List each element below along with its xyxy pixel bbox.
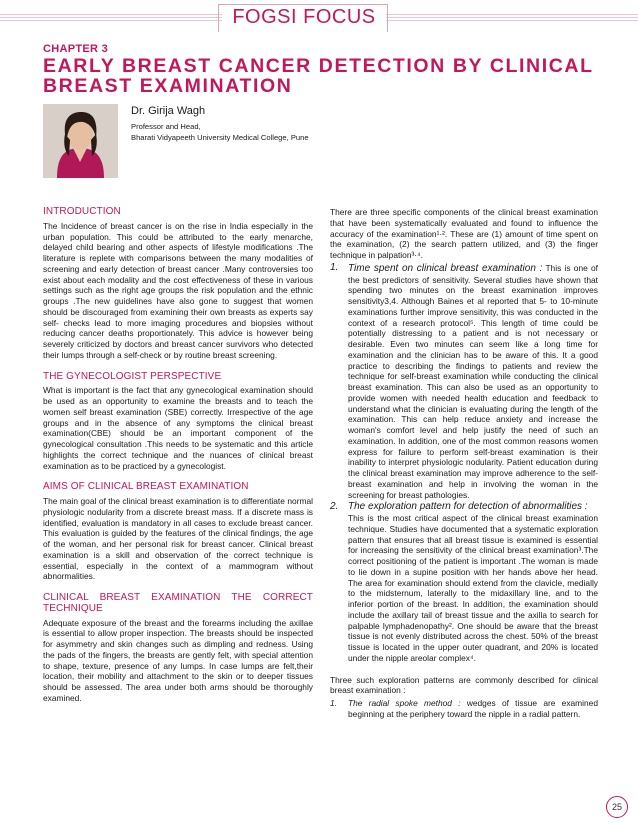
- introduction-paragraph: The Incidence of breast cancer is on the rise in India especially in the urban population. This could be attributed to the early menarche, delayed child bearing and other aspects of lifestyle modifications .The literature is replete with comparisons between the many modalities of screening and early detection of breast cancer .Many controversies too exist about each modality and the cost effectiveness of these in various settings such as the right age groups the risk population and the ethnic groups .The new guidelines have also gone to suggest that women should be discouraged from examining their own breasts as experts say self- checks lead to more imaging procedures and biopsies without reducing cancer deaths proportionately. This advice is however being severely criticized by doctors and breast cancer survivors who detected their lumps through a self-check or by routine breast screening.: [43, 220, 313, 360]
- list-item: [330, 698, 598, 720]
- author-name: Dr. Girija Wagh: [131, 105, 206, 117]
- list-item-title: Time spent on clinical breast examination :: [348, 262, 543, 274]
- list-item: [330, 263, 598, 501]
- gynecologist-perspective-heading: THE GYNECOLOGIST PERSPECTIVE: [43, 370, 222, 382]
- list-item-title: The exploration pattern for detection of abnormalities :: [348, 501, 588, 513]
- list-number: 1.: [330, 698, 337, 708]
- gynecologist-perspective-paragraph: What is important is the fact that any gynecological examination should be used as an opportunity to examine the breasts and to teach the women self breast examination (SBE) correctly. Irrespective of the age groups and in the absence of any symptoms the clinical breast examination(CBE) should be an important component of the gynecological consultation .This needs to be systematic and this article highlights the correct technique and the nuances of clinical breast examination as to be practiced by a gynecologist.: [43, 385, 313, 471]
- right-column: [330, 207, 598, 720]
- list-number: 1.: [330, 261, 339, 273]
- aims-heading: AIMS OF CLINICAL BREAST EXAMINATION: [43, 481, 249, 493]
- list-item: [330, 502, 598, 663]
- aims-paragraph: The main goal of the clinical breast examination is to differentiate normal physiologic nodularity from a discrete breast mass. If a discrete mass is identified, evaluation is mandatory in all cases to exclude breast cancer. This evaluation is guided by the features of the clinical findings, the age of the woman, and her personal risk for breast cancer. Clinical breast examination is a skill and observation of the correct technique is essential, especially in the context of a mammogram without abnormalities.: [43, 496, 313, 582]
- article-title: EARLY BREAST CANCER DETECTION BY CLINICAL BREAST EXAMINATION: [43, 55, 594, 97]
- page-number: 25: [606, 796, 628, 818]
- banner-title: FOGSI FOCUS: [222, 6, 386, 29]
- author-role-line: Professor and Head,: [131, 122, 201, 131]
- technique-heading: CLINICAL BREAST EXAMINATION THE CORRECT TECHNIQUE: [43, 592, 313, 614]
- list-number: 2.: [330, 501, 339, 513]
- chapter-label: CHAPTER 3: [43, 43, 109, 55]
- author-affiliation: [131, 121, 309, 143]
- left-column: [43, 207, 313, 715]
- patterns-paragraph: Three such exploration patterns are commonly described for clinical breast examination :: [330, 674, 598, 696]
- list-item-text: This is one of the best predictors of sensitivity. Several studies have shown that spending two minutes on the breast examination improves sensitivity3,4. Although Baines et al reported that 5- to 10-minute examinations further improve sensitivity, this was conducted in the context of a research protocol⁵. This length of time could be potentially distressing to a patient and is not necessary or desirable. Even two minutes can seem like a long time for examination and the clinician has to be aware of this. It a good practice to describing the findings to patients and review the technique for self-breast examination while conducting the clinical breast examination. This can also be used as an opportunity to provide women with needed health education and feedback to understand what the clinician is evaluating during the length of the examination. This can help reduce anxiety and increase the woman's comfort level and help justify the need of such an examination. In addition, one of the most common reasons women express for failure to perform self-breast examination is their inability to interpret physiologic nodularity. Patient education during the clinical breast examination may improve adherence to the self-breast examination and help in involving the woman in the screening for breast pathologies.: [348, 262, 598, 500]
- technique-paragraph: Adequate exposure of the breast and the forearms including the axillae is essential to allow proper inspection. The breasts should be inspected for asymmetry and skin changes such as dimpling and redness. Using the pads of the fingers, the breasts are gently felt, with special attention to shape, texture, presence of any lumps. In case lumps are felt,their location, their mobility and attachment to the skin or to deeper tissues should be assessed. The area under both arms should be thoroughly examined.: [43, 617, 313, 703]
- author-portrait-illustration: [43, 104, 118, 178]
- list-item-title: The radial spoke method :: [348, 698, 461, 708]
- components-paragraph: There are three specific components of the clinical breast examination that have been systematically evaluated and found to influence the accuracy of the examination¹·². These are (1) amount of time spent on the examination, (2) the search pattern utilized, and (3) the finger technique in palpation³·⁴.: [330, 207, 598, 260]
- author-institution-line: Bharati Vidyapeeth University Medical College, Pune: [131, 133, 309, 142]
- author-photo: [43, 104, 118, 178]
- header-banner: [0, 0, 638, 36]
- introduction-heading: INTRODUCTION: [43, 206, 121, 217]
- list-item-text: This is the most critical aspect of the clinical breast examination technique. Studies have documented that a systematic exploration pattern that ensures that all breast tissue is examined is essential for increasing the sensitivity of the clinical breast examination³.The correct positioning of the patient is important .The woman is made to lie down in a supine position with her hands above her head. The area for examination should extend from the clavicle, medially to the midsternum, laterally to the midaxillary line, and to the inferior portion of the breast. In addition, the examination should include the axillary tail of breast tissue and the axilla to search for palpable lymphadenopathy². One should be aware that the breast tissue is not evenly distributed across the chest. 50% of the breast tissue is located in the upper outer quadrant, and 20% is located under the nipple areolar complex⁴.: [348, 513, 598, 663]
- list-item-text: wedges of tissue are examined beginning at the periphery toward the nipple in a radial pattern.: [348, 698, 598, 719]
